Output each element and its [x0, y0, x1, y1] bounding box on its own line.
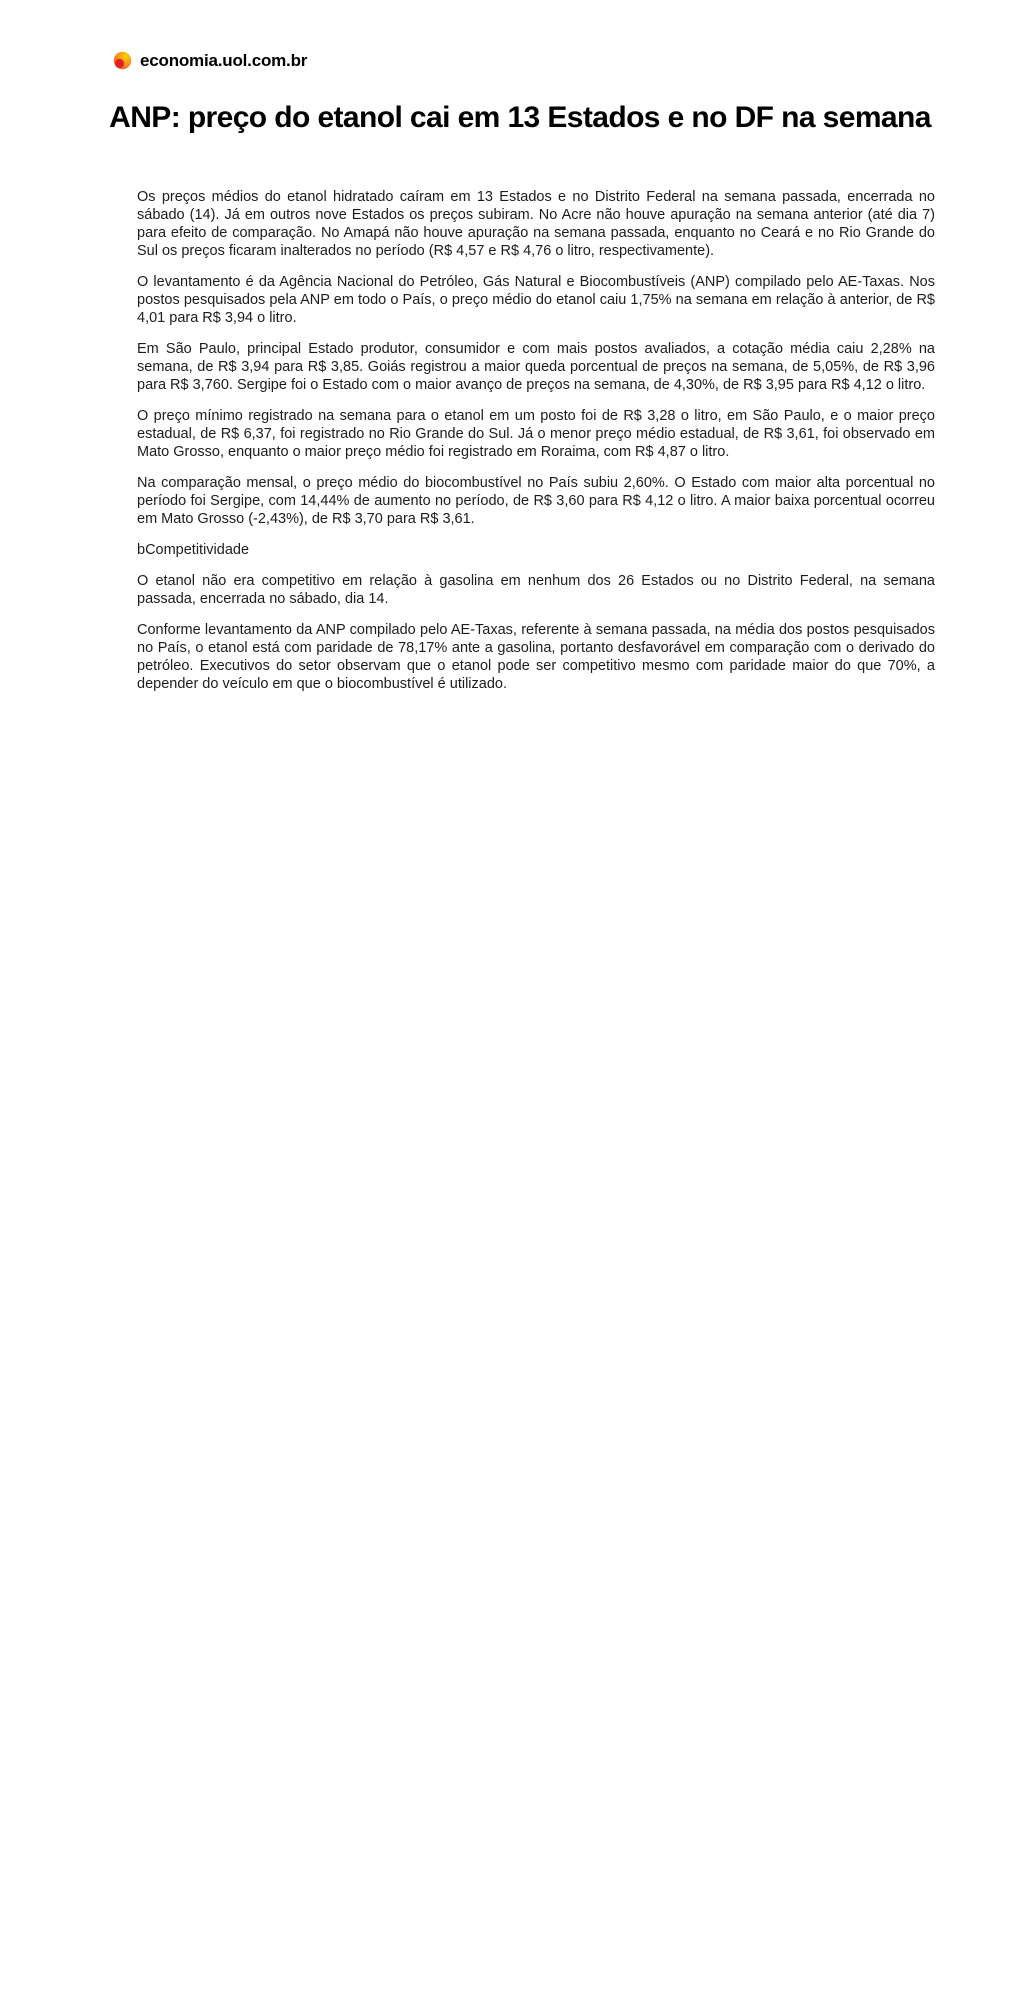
article-paragraph: Conforme levantamento da ANP compilado pelo AE-Taxas, referente à semana passada, na média dos postos pesquisados no País, o etanol está com paridade de 78,17% ante a gasolina, portanto desfavorável em comparação com o derivado do petróleo. Executivos do setor observam que o etanol pode ser competitivo mesmo com paridade maior do que 70%, a depender do veículo em que o biocombustível é utilizado.: [137, 622, 935, 692]
article-paragraph: O preço mínimo registrado na semana para o etanol em um posto foi de R$ 3,28 o litro, em São Paulo, e o maior preço estadual, de R$ 6,37, foi registrado no Rio Grande do Sul. Já o menor preço médio estadual, de R$ 3,61, foi observado em Mato Grosso, enquanto o maior preço médio foi registrado em Roraima, com R$ 4,87 o litro.: [137, 408, 935, 460]
article-body: [137, 188, 935, 693]
article-paragraph: Na comparação mensal, o preço médio do biocombustível no País subiu 2,60%. O Estado com maior alta porcentual no período foi Sergipe, com 14,44% de aumento no período, de R$ 3,60 para R$ 4,12 o litro. A maior baixa porcentual ocorreu em Mato Grosso (-2,43%), de R$ 3,70 para R$ 3,61.: [137, 475, 935, 527]
article: [105, 96, 935, 706]
uol-sun-logo-icon: [112, 50, 133, 71]
article-paragraph: Em São Paulo, principal Estado produtor, consumidor e com mais postos avaliados, a cotação média caiu 2,28% na semana, de R$ 3,94 para R$ 3,85. Goiás registrou a maior queda porcentual de preços na semana, de 5,05%, de R$ 3,96 para R$ 3,760. Sergipe foi o Estado com o maior avanço de preços na semana, de 4,30%, de R$ 3,95 para R$ 4,12 o litro.: [137, 341, 935, 393]
article-paragraph: Os preços médios do etanol hidratado caíram em 13 Estados e no Distrito Federal na semana passada, encerrada no sábado (14). Já em outros nove Estados os preços subiram. No Acre não houve apuração na semana anterior (até dia 7) para efeito de comparação. No Amapá não houve apuração na semana passada, enquanto no Ceará e no Rio Grande do Sul os preços ficaram inalterados no período (R$ 4,57 e R$ 4,76 o litro, respectivamente).: [137, 189, 935, 259]
article-paragraph: O etanol não era competitivo em relação à gasolina em nenhum dos 26 Estados ou no Distrito Federal, na semana passada, encerrada no sábado, dia 14.: [137, 573, 935, 607]
site-name: economia.uol.com.br: [140, 50, 308, 70]
article-paragraph: O levantamento é da Agência Nacional do Petróleo, Gás Natural e Biocombustíveis (ANP) compilado pelo AE-Taxas. Nos postos pesquisados pela ANP em todo o País, o preço médio do etanol caiu 1,75% na semana em relação à anterior, de R$ 4,01 para R$ 3,94 o litro.: [137, 274, 935, 326]
article-subheading: bCompetitividade: [137, 542, 250, 558]
article-title: ANP: preço do etanol cai em 13 Estados e no DF na semana: [109, 101, 931, 134]
site-header: [112, 50, 307, 71]
